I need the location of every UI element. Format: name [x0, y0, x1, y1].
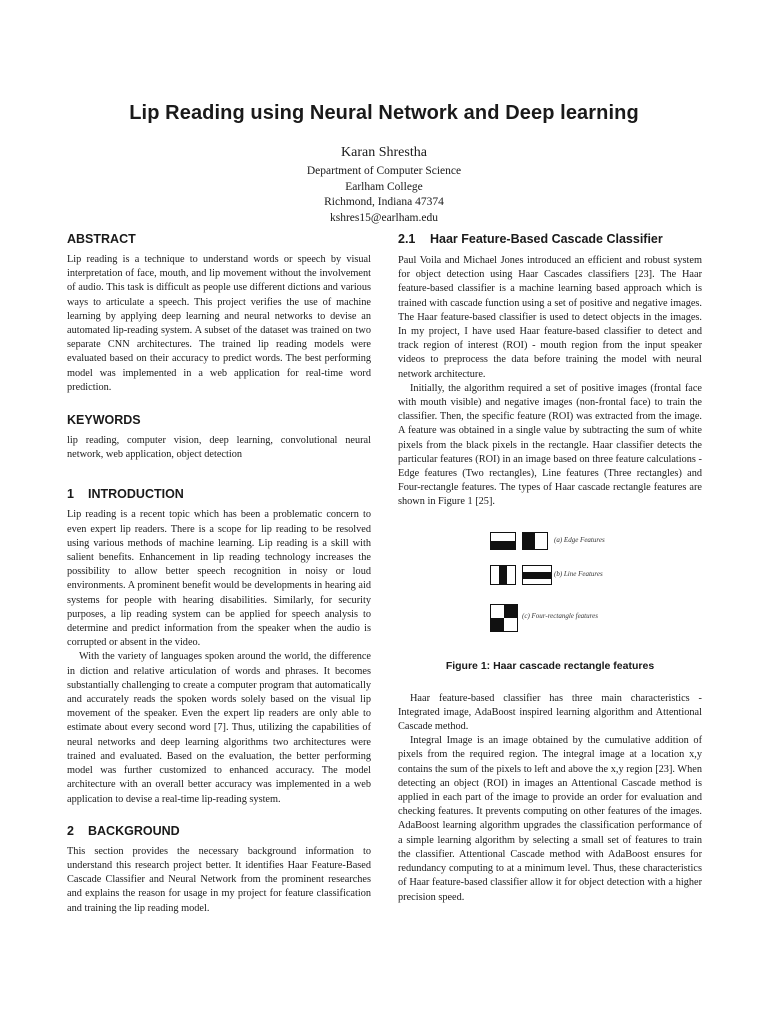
subsection-number: 2.1 — [398, 232, 416, 246]
abstract-heading: ABSTRACT — [67, 232, 136, 246]
haar-paragraph-4: Integral Image is an image obtained by the cumulative addition of pixels from the required region. The integral image at a location x,y contains the sum of the pixels to left and above the x,y region [23]. When detecting an object (ROI) in images an Attentional Cascade method is applied in each part of the image to provide an order for evaluation and checking features. It prevents computing on other features of the images. AdaBoost learning algorithm upgrades the classification performance of a simple learning algorithm by selecting a small set of features to train the classifier. Attentional Cascade method with AdaBoost ensures for redundancy computing to at a minimum level. Thus, these characteristics of Haar feature-based classifier allow it for object detection with a higher precision speed. — [398, 735, 702, 903]
haar-paragraph-3: Haar feature-based classifier has three main characteristics - Integrated image, AdaBoost inspired learning algorithm and Attentional Cascade method. — [398, 692, 702, 733]
haar-paragraph-1: Paul Voila and Michael Jones introduced an efficient and robust system for object detection using Haar Cascades classifiers [23]. The Haar feature-based classifier is a machine learning based approach which is trained with cascade function using a set of positive and negative images. The Haar feature-based classifier is used to detect objects in the images. In my project, I have used Haar feature-based classifier to detect and track region of interest (ROI) - mouth region from the input speaker videos to preprocess the data before training the model with neural network architecture. — [398, 255, 702, 380]
intro-paragraph-1: Lip reading is a recent topic which has been a problematic concern to even expert lip readers. There is a scope for lip reading to be resolved using various methods of machine learning. Lip reading is a skill with salient benefits. Enhancement in lip reading technology increases the possibility to allow better speech recognition in noisy or loud environments. A prominent benefit would be developments in hearing aid systems for people with hearing disabilities. Similarly, for security purposes, a lip reading system can be applied for speech analysis to determine and predict information from the speaker when the audio is corrupted or absent in the video. — [67, 509, 371, 649]
left-column — [67, 231, 371, 916]
author-location: Richmond, Indiana 47374 — [324, 196, 444, 208]
background-heading — [67, 823, 371, 840]
intro-paragraph-2: With the variety of languages spoken around the world, the difference in diction and relative articulation of words and phrases. It becomes substantially challenging to create a computer program that automatically and accurately reads the spoken words solely based on the visual lip movement of the speaker. Even the expert lip readers are only able to estimate about every second word [7]. Thus, utilizing the capabilities of neural networks and deep learning algorithms two architectures were trained and evaluated. Based on the evaluation, the better performing model was further customized to enhanced accuracy. The model architecture with an overall better accuracy was implemented in a web application to devise a real-time lip-reading system. — [67, 651, 371, 805]
keywords-heading: KEYWORDS — [67, 413, 141, 428]
haar-features-figure — [398, 532, 702, 644]
haar-paragraph-2: Initially, the algorithm required a set of positive images (frontal face with mouth visible) and negative images (non-frontal face) to train the classifier. Then, the specific feature (ROI) was extracted from the image. A feature was obtained in a single value by subtracting the sum of white pixels from the black pixels in the rectangle. Haar classifier detects the particular features (ROI) in an image based on three feature calculations - Edge features (Two rectangles), Line features (Three rectangles) and Four-rectangle features. The types of Haar cascade rectangle features are shown in Figure 1 [25]. — [398, 382, 702, 508]
subsection-heading — [398, 231, 702, 248]
paper-title: Lip Reading using Neural Network and Deep learning — [129, 102, 639, 124]
figure-caption: Figure 1: Haar cascade rectangle features — [445, 659, 655, 672]
four-rect-label: (c) Four-rectangle features — [522, 611, 598, 620]
author-institution: Earlham College — [345, 180, 423, 193]
section-title: BACKGROUND — [88, 823, 180, 838]
keywords-text: lip reading, computer vision, deep learning, convolutional neural network, web application, object detection — [67, 435, 371, 461]
author-name: Karan Shrestha — [341, 145, 427, 160]
subsection-title: Haar Feature-Based Cascade Classifier — [430, 232, 663, 246]
author-email[interactable]: kshres15@earlham.edu — [330, 211, 438, 224]
abstract-text: Lip reading is a technique to understand words or speech by visual interpretation of face, mouth, and lip movement without the involvement of audio. This task is difficult as people use different dictions and various ways to articulate a speech. This project verifies the use of machine learning by applying deep learning and neural networks to devise an automated lip-reading system. A subset of the dataset was trained on two separate CNN architectures. The trained lip reading models were evaluated based on their accuracy to predict words. The best performing model was implemented in a web application for real-time word prediction. — [67, 254, 371, 393]
introduction-heading — [67, 486, 371, 503]
line-features-label: (b) Line Features — [554, 569, 603, 578]
section-number: 1 — [67, 487, 74, 502]
edge-features-label: (a) Edge Features — [554, 535, 605, 544]
section-number: 2 — [67, 823, 74, 838]
author-department: Department of Computer Science — [306, 165, 462, 177]
background-paragraph-1: This section provides the necessary background information to understand this research project better. It identifies Haar Feature-Based Cascade Classifier and Neural Network from the prominent researches and explains the reason for usage in my project for feature classification and training the lip reading model. — [67, 845, 371, 914]
right-column — [398, 231, 702, 905]
section-title: INTRODUCTION — [88, 487, 184, 502]
author-block — [0, 144, 768, 226]
